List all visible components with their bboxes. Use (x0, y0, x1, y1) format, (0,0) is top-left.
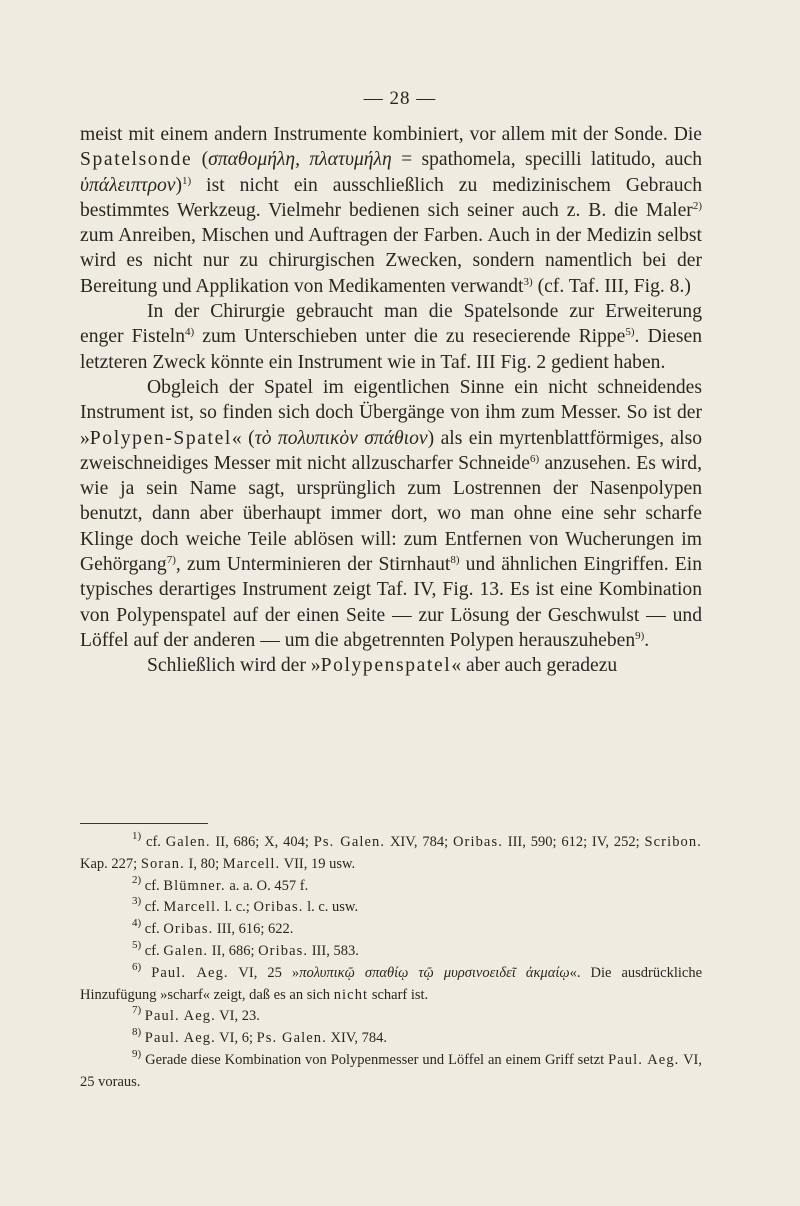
text-run: VI, 25 » (228, 964, 300, 981)
footnote-8 (80, 1028, 702, 1050)
footnote-3 (80, 897, 702, 919)
text-run: III, 616; 622. (213, 921, 294, 938)
text-run: zum Anreiben, Mischen und Auftragen der Farben. Auch in der Medizin selbst wird es nicht nur zu chirurgischen Zwecken, sondern namentlich bei der Bereitung und Applikation von Medikamenten verwandt (80, 225, 702, 297)
text-run: cf. (141, 942, 164, 959)
text-run: l. c. usw. (303, 899, 359, 916)
text-run: ist nicht ein ausschließlich zu medizinischem Gebrauch bestimmtes Werkzeug. Vielmehr bedienen sich seiner auch z. B. die Maler (80, 174, 702, 221)
footnote-ref: 1) (182, 174, 192, 187)
text-run: = spathomela, specilli latitudo, auch (391, 149, 702, 171)
footnote-ref: 5) (132, 938, 142, 951)
footnote-ref: 1) (132, 830, 142, 842)
footnote-ref: 3) (132, 895, 142, 908)
text-run: Obgleich der Spatel im eigentlichen Sinne ein nicht schneidendes Instrument ist, so finden sich doch Übergänge von ihm zum Messer. So ist der » (80, 376, 702, 449)
paragraph-4 (80, 653, 702, 678)
footnote-4 (80, 919, 702, 941)
footnote-9 (80, 1047, 702, 1094)
text-run: Schließlich wird der » (147, 655, 321, 677)
text-run: scharf ist. (368, 986, 429, 1003)
text-run: III, 583. (308, 942, 359, 959)
spaced-name: Ps. Galen. (313, 834, 386, 850)
text-run: (cf. Taf. III, Fig. 8.) (532, 275, 691, 297)
spaced-name: Oribas. (253, 899, 304, 916)
greek-term: τὸ πολυπικὸν σπάθιον (254, 427, 428, 449)
spaced-name: Galen. (163, 942, 209, 959)
text-run: cf. (141, 921, 164, 938)
footnote-5 (80, 938, 702, 963)
spaced-name: Oribas. (258, 942, 309, 959)
footnote-ref: 8) (132, 1026, 142, 1039)
text-run: l. c.; (220, 899, 254, 916)
spaced-name: Paul. Aeg. (144, 1008, 216, 1025)
text-run: . Diesen letzteren Zweck könnte ein Instrument wie in Taf. III Fig. 2 gedient haben. (80, 326, 702, 373)
text-run: ( (192, 149, 209, 171)
paragraph-2 (80, 299, 702, 375)
footnote-ref: 6) (529, 452, 540, 465)
greek-term: ὑπάλειπτρον (80, 174, 176, 196)
spaced-term: Spatelsonde (80, 149, 193, 171)
text-run: In der Chirurgie gebraucht man die Spatelsonde zur Erweiterung enger Fisteln (80, 301, 702, 348)
text-run: XIV, 784; (385, 834, 453, 850)
footnotes (80, 832, 702, 1094)
footnote-ref: 3) (523, 275, 533, 288)
spaced-name: Scribon. (644, 834, 702, 850)
footnote-2 (80, 873, 702, 898)
footnote-1 (80, 832, 702, 876)
text-run: ) (175, 174, 183, 196)
text-run: , zum Unterminieren der Stirnhaut (175, 554, 451, 576)
spaced-name: Paul. Aeg. (151, 964, 229, 981)
text-run: anzusehen. Es wird, wie ja sein Name sagt, ursprünglich zum Lostrennen der Nasenpolypen benutzt, dann aber überhaupt immer dort, wo man ohne eine sehr scharfe Klinge doch weiche Teile ablösen will: zum Entfernen von Wucherungen im Gehörgang (80, 452, 702, 576)
page-number: — 28 — (363, 88, 437, 109)
text-run: cf. (141, 899, 164, 916)
spaced-term: Polypen-Spatel (89, 427, 232, 449)
text-run: VI, 6; (215, 1030, 257, 1047)
greek-term: πολυπικῷ σπαθίῳ τῷ μυρσινοειδεῖ ἀκμαίῳ (299, 964, 570, 981)
text-run: cf. (141, 834, 166, 850)
spaced-name: Ps. Galen. (256, 1030, 327, 1047)
footnote-6 (80, 960, 703, 1007)
text-run: II, 686; (208, 942, 259, 959)
footnote-ref: 9) (132, 1047, 142, 1060)
footnote-ref: 2) (692, 199, 702, 212)
text-run: Kap. 227; (80, 855, 141, 872)
spaced-name: Paul. Aeg. (608, 1051, 680, 1068)
text-run: VI, 23. (215, 1008, 260, 1025)
footnote-ref: 4) (132, 917, 142, 930)
text-run: VII, 19 usw. (280, 855, 356, 872)
footnote-ref: 7) (132, 1004, 142, 1017)
spaced-name: Soran. (140, 855, 185, 872)
spaced-name: Oribas. (452, 834, 503, 850)
footnote-7 (80, 1006, 702, 1028)
spaced-name: Oribas. (163, 921, 214, 938)
text-run: « aber auch geradezu (451, 655, 618, 677)
spaced-name: Marcell. (222, 855, 281, 872)
body-text (80, 122, 702, 679)
spaced-name: Paul. Aeg. (144, 1030, 216, 1047)
text-run: XIV, 784. (326, 1030, 388, 1047)
spaced-name: Galen. (165, 834, 211, 850)
text-run: «. Die ausdrückliche Hinzufügung »scharf« zeigt, daß es an sich (80, 964, 703, 1003)
text-run: . (644, 629, 650, 651)
footnote-ref: 5) (625, 326, 635, 339)
text-run (141, 965, 151, 981)
text-run: « ( (231, 427, 255, 449)
text-run: und ähnlichen Eingriffen. Ein typisches derartiges Instrument zeigt Taf. IV, Fig. 13. Es ist eine Kombination von Polypenspatel auf der einen Seite — zur Lösung der Geschwulst — und Löffel auf der anderen — um die abgetrennten Polypen herauszuheben (80, 554, 702, 651)
text-run: Gerade diese Kombination von Polypenmesser und Löffel an einem Griff setzt (141, 1051, 609, 1068)
text-run: ) als ein myrtenblattförmiges, also zweischneidiges Messer mit nicht allzuscharfer Schneide (80, 427, 702, 474)
text-run: a. a. O. 457 f. (225, 877, 309, 894)
text-run: VI, 25 voraus. (80, 1051, 702, 1090)
footnote-ref: 7) (166, 554, 176, 567)
text-run: III, 590; 612; IV, 252; (502, 834, 645, 850)
spaced-term: Polypenspatel (320, 655, 452, 677)
spaced-name: Marcell. (163, 899, 221, 916)
footnote-ref: 2) (132, 873, 142, 886)
greek-term: σπαθομήλη, πλατυμήλη (208, 149, 392, 171)
text-run: I, 80; (184, 855, 223, 872)
paragraph-1 (80, 122, 702, 299)
footnote-ref: 4) (185, 326, 195, 339)
text-run: zum Unterschieben unter die zu resecierende Rippe (194, 326, 626, 348)
paragraph-3 (80, 375, 702, 653)
footnote-ref: 8) (450, 554, 460, 567)
text-run: II, 686; X, 404; (210, 834, 314, 850)
text-run: meist mit einem andern Instrumente kombiniert, vor allem mit der Sonde. Die (80, 124, 702, 145)
spaced-name: Blümner. (163, 877, 226, 894)
text-run: cf. (141, 877, 164, 894)
spaced-name: nicht (333, 986, 369, 1003)
footnote-ref: 9) (635, 629, 645, 642)
footnote-ref: 6) (132, 960, 142, 973)
footnote-separator (80, 823, 208, 824)
